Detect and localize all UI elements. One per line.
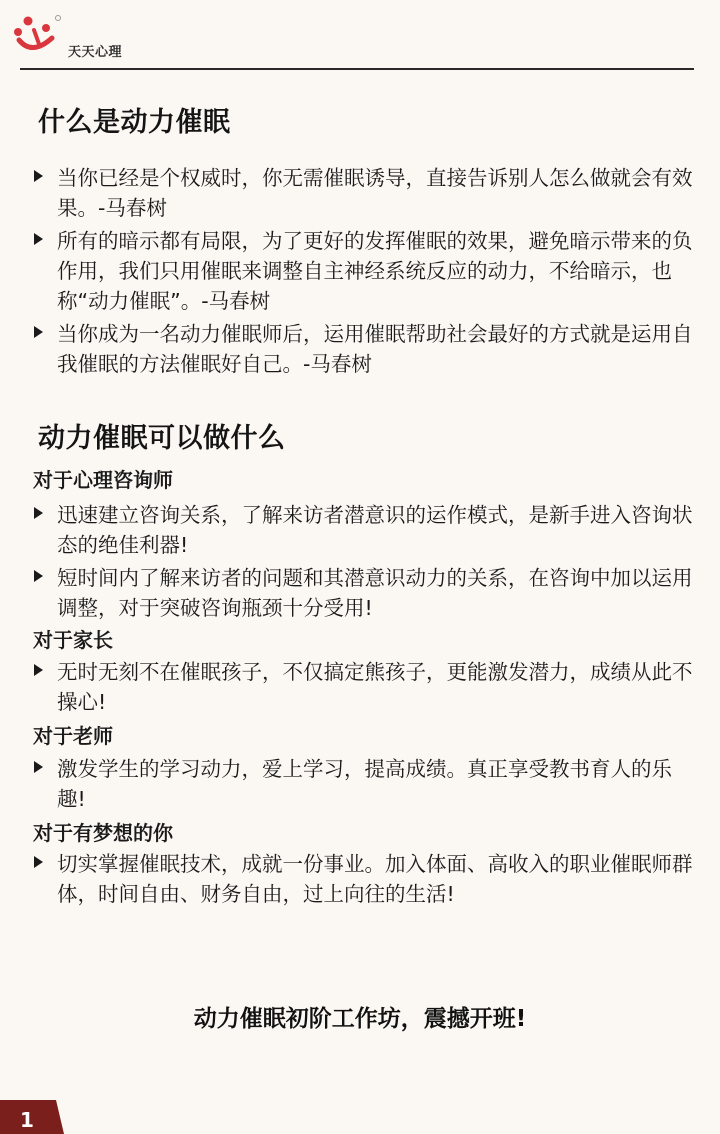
page-number: 1: [20, 1108, 34, 1132]
list-item: [0, 163, 720, 223]
parents-bullet-list: [0, 657, 720, 720]
list-item: [0, 563, 720, 623]
bullet-text: 切实掌握催眠技术，成就一份事业。加入体面、高收入的职业催眠师群体，时间自由、财务自由，过上向往的生活!: [57, 852, 693, 906]
bullet-text: 短时间内了解来访者的问题和其潜意识动力的关系，在咨询中加以运用调整，对于突破咨询瓶颈十分受用!: [57, 566, 693, 620]
page-header: [0, 0, 720, 72]
subheading-teachers: 对于老师: [33, 724, 113, 748]
subheading-counselor: 对于心理咨询师: [33, 468, 173, 492]
bullet-text: 激发学生的学习动力，爱上学习，提高成绩。真正享受教书育人的乐趣!: [57, 757, 672, 811]
section-title-what-can-do: 动力催眠可以做什么: [38, 423, 286, 454]
subheading-parents: 对于家长: [33, 628, 113, 652]
brand-name: 天天心理: [68, 45, 123, 60]
bullet-arrow-icon: [34, 856, 43, 868]
list-item: [0, 754, 720, 814]
section-title-what-is: 什么是动力催眠: [38, 107, 231, 138]
list-item: [0, 500, 720, 560]
subheading-dreamers: 对于有梦想的你: [33, 821, 173, 845]
workshop-banner: 动力催眠初阶工作坊，震撼开班!: [193, 1006, 527, 1032]
bullet-text: 迅速建立咨询关系，了解来访者潜意识的运作模式，是新手进入咨询状态的绝佳利器!: [57, 503, 693, 557]
teachers-bullet-list: [0, 754, 720, 817]
header-divider: [20, 68, 694, 70]
list-item: [0, 319, 720, 379]
bullet-arrow-icon: [34, 170, 43, 182]
bullet-arrow-icon: [34, 664, 43, 676]
list-item: [0, 226, 720, 316]
bullet-arrow-icon: [34, 233, 43, 245]
bullet-text: 所有的暗示都有局限，为了更好的发挥催眠的效果，避免暗示带来的负作用，我们只用催眠来调整自主神经系统反应的动力，不给暗示，也称“动力催眠”。-马春树: [57, 229, 693, 313]
bullet-arrow-icon: [34, 326, 43, 338]
bullet-arrow-icon: [34, 570, 43, 582]
list-item: [0, 657, 720, 717]
section1-bullet-list: [0, 163, 720, 382]
bullet-arrow-icon: [34, 761, 43, 773]
tiantian-logo-icon: [12, 12, 64, 54]
dreamers-bullet-list: [0, 849, 720, 912]
bullet-arrow-icon: [34, 507, 43, 519]
bullet-text: 当你成为一名动力催眠师后，运用催眠帮助社会最好的方式就是运用自我催眠的方法催眠好自己。-马春树: [57, 322, 693, 376]
bullet-text: 当你已经是个权威时，你无需催眠诱导，直接告诉别人怎么做就会有效果。-马春树: [57, 166, 693, 220]
list-item: [0, 849, 720, 909]
counselor-bullet-list: [0, 500, 720, 626]
bullet-text: 无时无刻不在催眠孩子，不仅搞定熊孩子，更能激发潜力，成绩从此不操心!: [57, 660, 693, 714]
